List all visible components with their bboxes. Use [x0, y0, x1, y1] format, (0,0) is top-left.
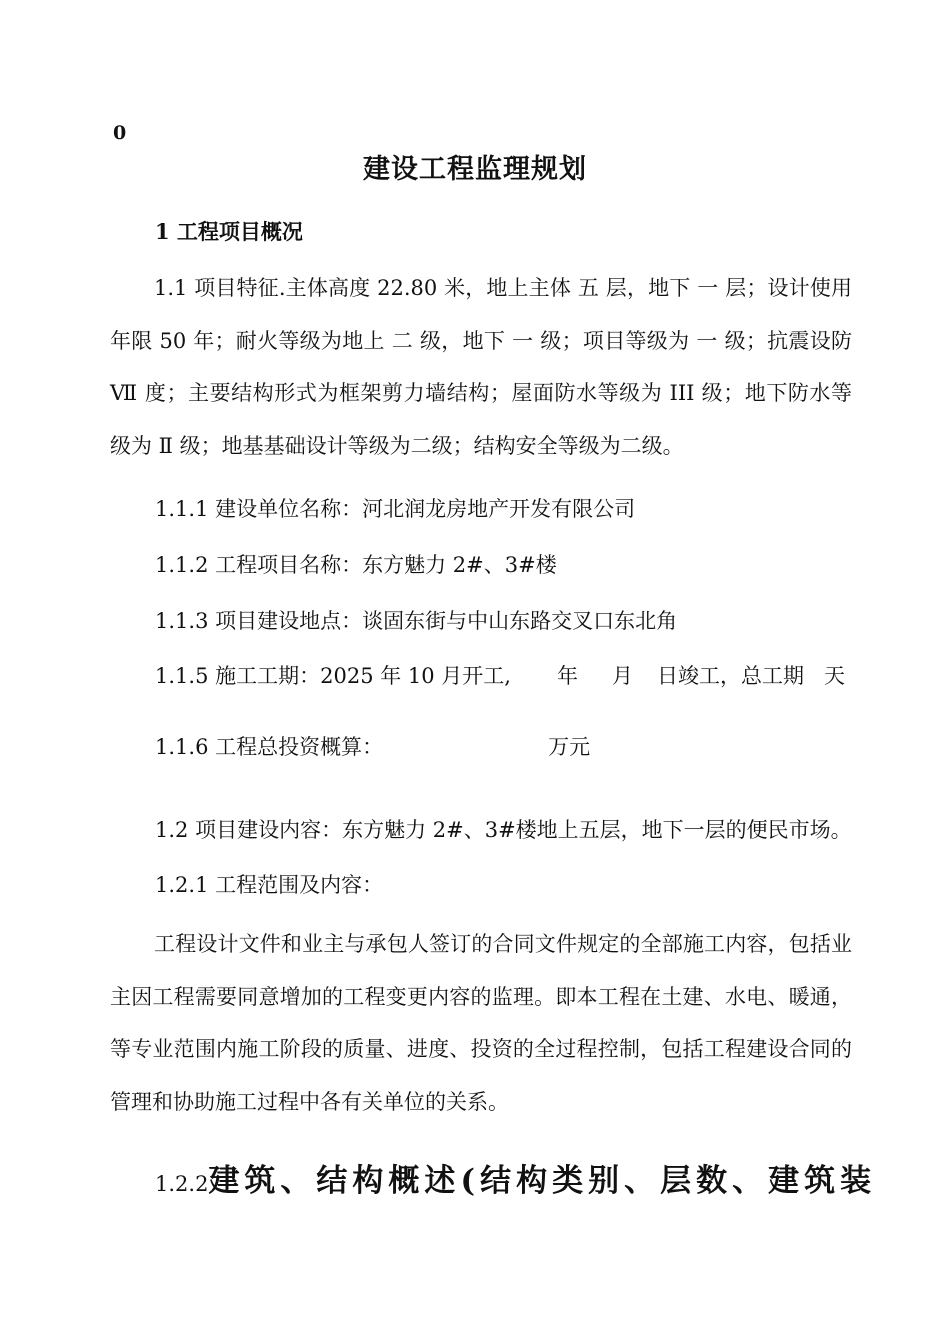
project-features-paragraph: 1.1 项目特征.主体高度 22.80 米，地上主体 五 层，地下 一 层；设计使用年限 50 年；耐火等级为地上 二 级，地下 一 级；项目等级为 一 级；抗震设防 Ⅶ 度；主要结构形式为框架剪力墙结构；屋面防水等级为 III 级；地下防水等级为 Ⅱ 级；地基基础设计等级为二级；结构安全等级为二级。 [110, 276, 852, 458]
subsection-title: 建筑、结构概述(结构类别、层数、建筑装 [208, 1163, 877, 1199]
section-heading: 1 工程项目概况 [155, 219, 303, 244]
investment-unit: 万元 [548, 735, 591, 759]
construction-content-line: 1.2 项目建设内容：东方魅力 2#、3#楼地上五层，地下一层的便民市场。 [155, 818, 852, 842]
period-prefix: 1.1.5 施工工期：2025 年 10 月开工, [155, 664, 511, 688]
period-year-label: 年 [556, 664, 578, 688]
subsection-number: 1.2.2 [155, 1172, 209, 1196]
investment-label: 1.1.6 工程总投资概算： [155, 735, 384, 759]
investment-line [155, 732, 590, 762]
period-completion-label: 日竣工，总工期 [656, 664, 804, 688]
document-title: 建设工程监理规划 [363, 154, 587, 185]
project-site-line: 1.1.3 项目建设地点：谈固东街与中山东路交叉口东北角 [155, 609, 678, 633]
period-day-label: 天 [823, 664, 845, 688]
construction-unit-line: 1.1.1 建设单位名称：河北润龙房地产开发有限公司 [155, 497, 636, 521]
scope-paragraph: 工程设计文件和业主与承包人签订的合同文件规定的全部施工内容，包括业主因工程需要同意增加的工程变更内容的监理。即本工程在土建、水电、暖通，等专业范围内施工阶段的质量、进度、投资的全过程控制，包括工程建设合同的管理和协助施工过程中各有关单位的关系。 [110, 932, 852, 1114]
construction-period-line [155, 661, 845, 691]
page-number: 0 [113, 122, 127, 144]
period-month-label: 月 [611, 664, 633, 688]
subsection-heading-1-2-2 [155, 1158, 876, 1207]
scope-heading-line: 1.2.1 工程范围及内容： [155, 873, 384, 897]
project-name-line: 1.1.2 工程项目名称：东方魅力 2#、3#楼 [155, 553, 557, 577]
